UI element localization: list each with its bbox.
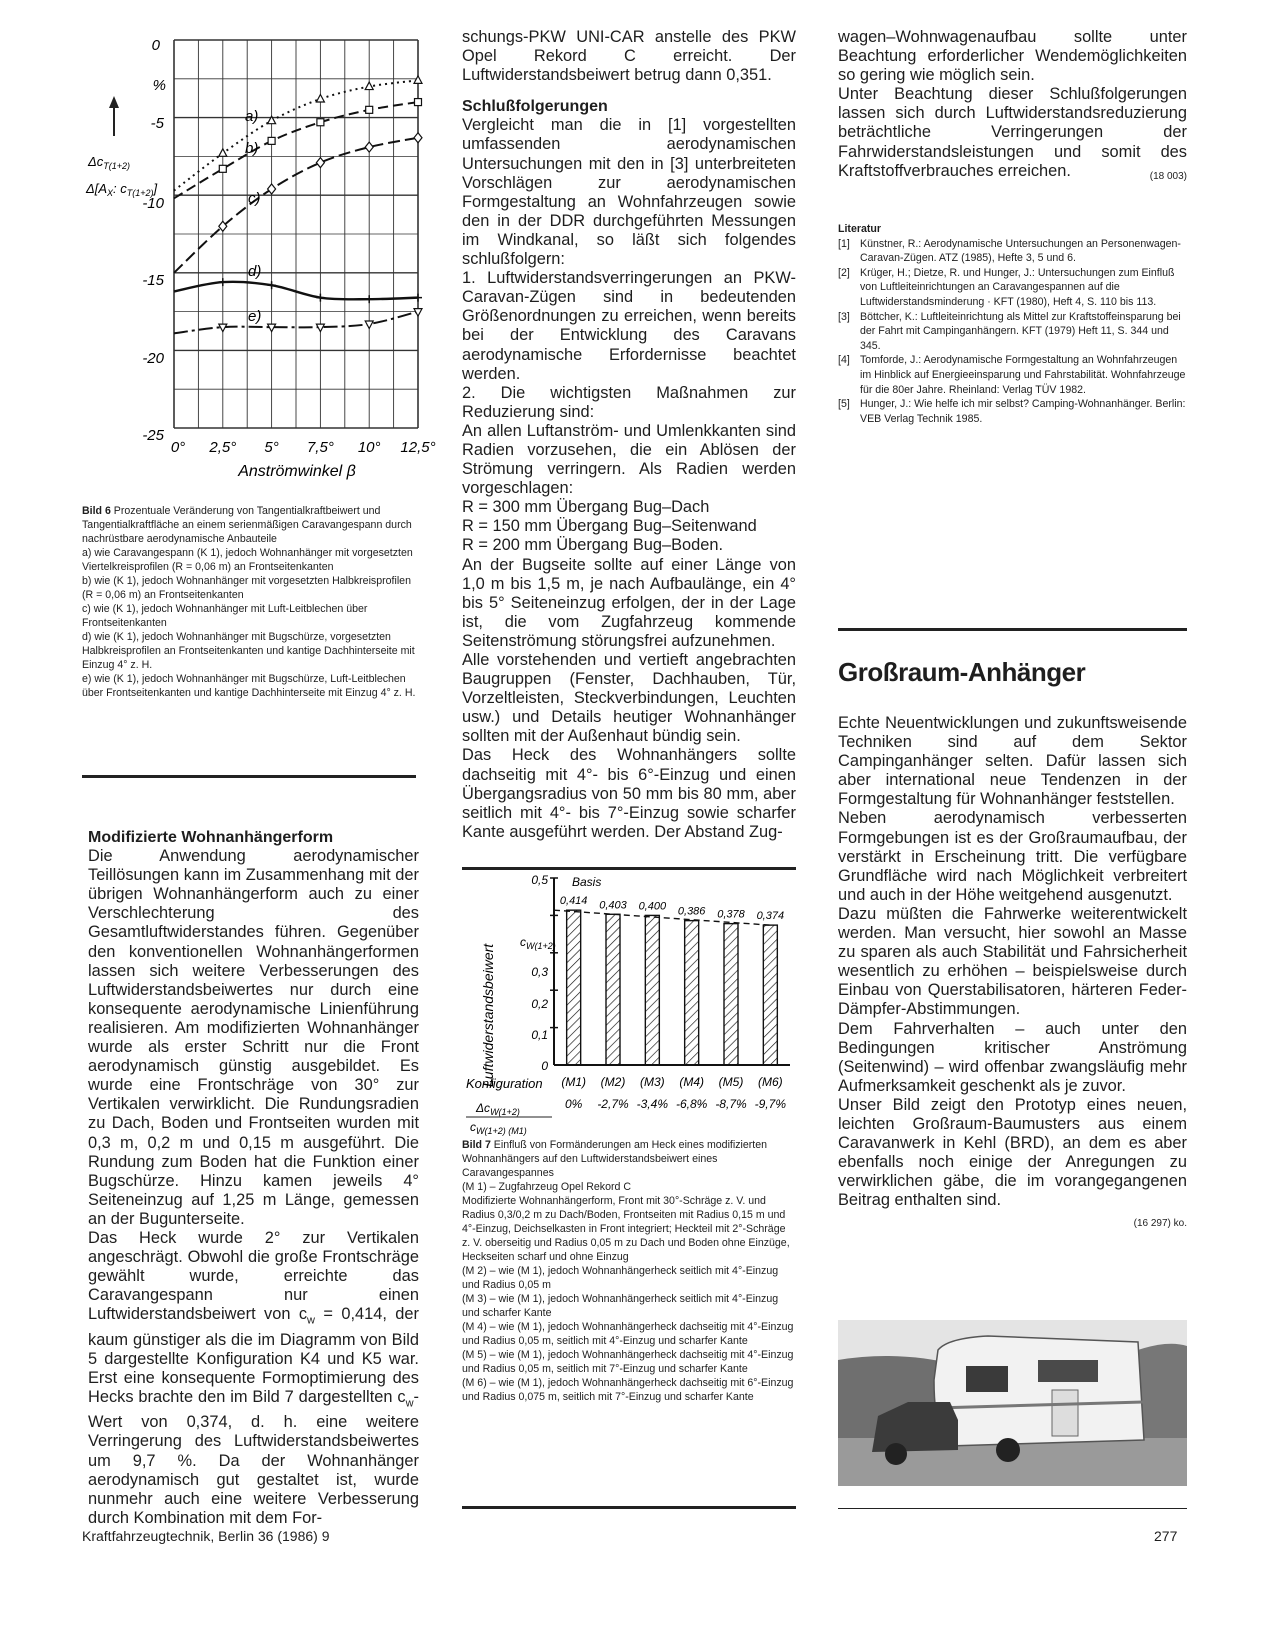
fig6-point [415,99,422,106]
fig7-ytick: 0,3 [531,965,548,979]
fig7-value-label: 0,403 [599,899,627,912]
fig6-xtick: 5° [264,439,279,456]
literature-item [838,266,1187,310]
fig6-ytick: -5 [150,115,164,132]
fig6-point [316,158,324,168]
col1-para: Das Heck wurde 2° zur Vertikalen angeschrägt. Obwohl die große Frontschräge gewählt wurde, erreichte das Caravangespann nur einen Luftwiderstandsbeiwert von $c_w = 0,414$, der kaum günstiger als die im Diagramm von Bild 5 dargestellte Konfiguration K4 und K5 war. Erst eine konsequente Formoptimierung des Hecks brachte den im Bild 7 dargestellten $c_w$-Wert von 0,374, d. h. eine weitere Verringerung des Luftwiderstandsbeiwertes um 9,7 %. Da der Wohnanhänger aerodynamisch gut gestaltet ist, wurde nunmehr auch eine weitere Verbesserung durch Kombination mit dem For- [88,1228,419,1527]
fig7-config-tick: (M1) [561,1075,587,1089]
fig6-point [414,76,422,84]
fig6-chart [82,28,442,503]
fig6-ytick: -10 [142,195,164,212]
col2-para: An der Bugseite sollte auf einer Länge von 1,0 m bis 1,5 m, je nach Aufbaulänge, ein 4° bis 5° Seiteneinzug erfolgen, der in der Lage ist, die vom Zugfahrzeug kommende Seitenströmung störungsfrei aufzunehmen. [462,555,796,650]
fig7-config-tick: (M2) [600,1075,626,1089]
page-number: 277 [1154,1528,1178,1544]
fig6-caption [82,504,416,700]
fig6-xtick: 2,5° [209,439,237,456]
fig7-value-label: 0,414 [559,895,588,908]
fig7-ytick: 0,5 [531,873,548,887]
literature-text: Tomforde, J.: Aerodynamische Formgestaltung an Wohnfahrzeugen im Hinblick auf Energieeinsparung und Fahrstabilität. Wohnfahrzeuge für die 80er Jahre. Rheinland: Verlag TÜV 1982. [860,354,1186,396]
col2-para: An allen Luftanström- und Umlenkkanten sind Radien vorzusehen, die ein Ablösen der Strömung verringern. Als Radien werden vorgeschlagen: [462,421,796,498]
fig7-chart [462,872,798,1137]
fig7-config-tick: (M5) [718,1075,744,1089]
fig6-point [268,137,275,144]
fig6-ylabel-1: $\Delta c_{T(1+2)}$ [88,154,130,171]
literature-number: [5] [838,398,850,411]
fig6-xtick: 12,5° [400,439,436,456]
col3-para: Unter Beachtung dieser Schlußfolgerungen lassen sich durch Luftwiderstandsreduzierung beträchtliche Verringerungen der Fahrwiderstandsleistungen und somit des Kraftstoffverbrauches erreichen. (18 003) [838,85,1187,180]
fig6-curve-label: d) [248,263,262,280]
fig6-curve-label: b) [245,140,259,157]
fig7-ylabel: Luftwiderstandsbeiwert [480,943,496,1087]
col2-heading: Schlußfolgerungen [462,98,608,116]
fig7-caption-intro: Einfluß von Formänderungen am Heck eines modifizierten Wohnanhängers auf den Luftwiderstandsbeiwert eines Caravangespannes [462,1139,768,1179]
fig7-caption-item: (M 1) – Zugfahrzeug Opel Rekord C [462,1181,631,1193]
literature-text: Krüger, H.; Dietze, R. und Hunger, J.: Untersuchungen zum Einfluß von Luftleiteinrichtungen an Caravangespannen auf die Luftwiderstandsminderung · KFT (1980), Heft 4, S. 110 bis 113. [860,266,1175,308]
fig6-point [414,133,422,143]
fig6-point [219,165,226,172]
fig6-curve-label: a) [245,108,259,125]
fig6-point [365,321,373,329]
fig7-config-tick: (M4) [679,1075,705,1089]
col3-para: Unser Bild zeigt den Prototyp eines neuen, leichten Großraum-Baumusters aus einem Caravanwerk in Kehl (BRD), an dem es aber ebenfalls noch einige der Anregungen zu verwirklichen gäbe, die im vorangegangenen Beitrag enthalten sind. [838,1095,1187,1210]
fig6-xlabel: Anströmwinkel β [238,463,356,480]
col3-para: Dem Fahrverhalten – auch unter den Bedingungen kritischer Anströmung (Seitenwind) – wird offenbar zwangsläufig mehr Aufmerksamkeit geschenkt als je zuvor. [838,1019,1187,1095]
fig7-bar [645,915,659,1065]
fig7-ytick: 0,1 [531,1028,548,1042]
fig6-point [365,82,373,90]
fig7-percent-label: -9,7% [754,1097,787,1111]
literature-text: Böttcher, K.: Luftleiteinrichtung als Mittel zur Kraftstoffeinsparung bei der Fahrt mit Campinganhängern. KFT (1979) Heft 11, S. 344 und 345. [860,310,1181,352]
fig7-ratio-num: $\Delta c_{W(1+2)}$ [476,1101,520,1117]
fig6-ytick: -25 [142,427,164,444]
fig7-bar [724,924,738,1065]
fig7-config-tick: (M3) [639,1075,665,1089]
fig6-point [268,184,276,194]
fig7-ytick: 0,2 [531,997,548,1011]
fig7-basis-label: Basis [572,875,602,889]
fig7-bar [763,925,777,1065]
fig6-xtick: 10° [357,439,381,456]
fig7-caption-item: (M 6) – wie (M 1), jedoch Wohnanhängerheck dachseitig mit 6°-Einzug und Radius 0,075 m, seitlich mit 7°-Einzug und scharfer Kante [462,1377,794,1403]
col2-radius: R = 200 mm Übergang Bug–Boden. [462,536,724,555]
fig6-ytick: -15 [142,272,164,289]
literature-text: Hunger, J.: Wie helfe ich mir selbst? Camping-Wohnanhänger. Berlin: VEB Verlag Technik 1985. [860,398,1186,425]
col2-radius: R = 300 mm Übergang Bug–Dach [462,498,710,517]
literature-item [838,237,1187,266]
fig6-caption-title: Bild 6 [82,505,111,517]
col1-para: Die Anwendung aerodynamischer Teillösungen kann im Zusammenhang mit der übrigen Wohnanhängerform auch zu einer Verschlechterung des Gesamtluftwiderstandes führen. Gegenüber den konventionellen Wohnanhängerformen lassen sich weitere Verbesserungen des Luftwiderstandsbeiwertes nur durch eine konsequente aerodynamische Linienführung realisieren. Am modifizierten Wohnanhänger wurde als erster Schritt nur die Front aerodynamisch günstig ausgebildet. Es wurde eine Frontschräge von 30° zur Vertikalen verwirklicht. Die Rundungsradien zu Dach, Boden und Frontseiten wurden mit 0,3 m, 0,2 m und 0,15 m ausgeführt. Die Rundung zum Boden hat die Funktion einer Bugschürze. Hinzu kamen jeweils 4° Seiteneinzug auf 1,25 m Länge, gemessen an der Bugunterseite. [88,847,419,1228]
fig7-bar [685,921,699,1065]
fig6-ytick: -20 [142,350,164,367]
fig6-caption-item: e) wie (K 1), jedoch Wohnanhänger mit Bugschürze, Luft-Leitblechen über Frontseitenkanten und kantige Dachhinterseite mit Einzug 4° z. H. [82,673,416,699]
fig7-config-label: Konfiguration [466,1076,543,1091]
fig7-caption-item: (M 2) – wie (M 1), jedoch Wohnanhängerheck seitlich mit 4°-Einzug und Radius 0,05 m [462,1265,779,1291]
col2-para: Vergleicht man die in [1] vorgestellten umfassenden aerodynamischen Untersuchungen mit den in [3] unterbreiteten Vorschlägen zur aerodynamischen Formgestaltung an Wohnfahrzeugen sowie den in der DDR durchgeführten Messungen im Windkanal, so läßt sich folgendes schlußfolgern: [462,116,796,269]
fig6-xtick: 7,5° [306,439,334,456]
article-title: Großraum-Anhänger [838,657,1086,687]
fig7-percent-label: -2,7% [597,1097,629,1111]
divider [462,1506,796,1509]
fig6-xtick: 0° [170,439,186,456]
divider [462,867,796,870]
col2-text [462,28,796,842]
fig7-bar [606,914,620,1065]
fig6-point [219,149,227,157]
fig7-value-label: 0,378 [717,908,745,921]
literature-number: [4] [838,354,850,367]
fig7-percent-label: -8,7% [715,1097,747,1111]
col1-text [88,828,419,1528]
fig6-point [366,106,373,113]
fig6-caption-item: d) wie (K 1), jedoch Wohnanhänger mit Bugschürze, vorgesetzten Halbkreisprofilen an Frontseitenkanten und kantige Dachhinterseite mit Einzug 4° z. H. [82,631,415,671]
col3-top-text [838,28,1187,186]
fig7-value-label: 0,400 [638,900,667,913]
col3-ref: (16 297) ko. [1133,1218,1187,1230]
fig6-ytick: 0 [151,37,160,54]
fig7-caption-item: (M 4) – wie (M 1), jedoch Wohnanhängerheck dachseitig mit 4°-Einzug und Radius 0,05 m, seitlich mit 4°-Einzug und scharfer Kante [462,1321,794,1347]
fig6-curve-label: c) [248,190,261,207]
footer-journal: Kraftfahrzeugtechnik, Berlin 36 (1986) 9 [82,1528,330,1544]
divider [838,1508,1187,1509]
fig6-caption-item: c) wie (K 1), jedoch Wohnanhänger mit Luft-Leitblechen über Frontseitenkanten [82,603,368,629]
literature-heading: Literatur [838,223,881,235]
fig6-point [317,119,324,126]
fig7-caption-item: (M 5) – wie (M 1), jedoch Wohnanhängerheck dachseitig mit 4°-Einzug und Radius 0,05 m, seitlich mit 7°-Einzug und scharfer Kante [462,1349,794,1375]
literature-item [838,310,1187,354]
fig6-curve-label: e) [248,308,262,325]
fig7-value-label: 0,374 [756,910,785,923]
fig6-caption-item: a) wie Caravangespann (K 1), jedoch Wohnanhänger mit vorgesetzten Viertelkreisprofilen (R = 0,06 m) an Frontseitenkanten [82,547,413,573]
col3-para: wagen–Wohnwagenaufbau sollte unter Beachtung erforderlicher Wendemöglichkeiten so gering wie möglich sein. [838,28,1187,85]
fig7-config-tick: (M6) [757,1075,783,1089]
fig7-caption [462,1138,796,1404]
fig6-point [365,142,373,152]
col3-para: Echte Neuentwicklungen und zukunftsweisende Techniken sind auf dem Sektor Campinganhänger selten. Dafür lassen sich aber international neue Tendenzen in der Formgestaltung für Wohnanhänger feststellen. [838,714,1187,809]
col2-radius: R = 150 mm Übergang Bug–Seitenwand [462,517,757,536]
fig6-ytick: % [152,77,166,94]
col3-para: Dazu müßten die Fahrwerke weiterentwickelt werden. Man versucht, hier sowohl an Masse zu sparen als auch Stabilität und Fahrsicherheit wesentlich zu erhöhen – beispielsweise durch Einbau von Querstabilisatoren, härteren Feder-Dämpfer-Abstimmungen. [838,904,1187,1019]
fig7-caption-title: Bild 7 [462,1139,491,1151]
literature [838,222,1187,426]
col3-ref: (18 003) [1149,170,1187,182]
col3-text [838,714,1187,1234]
fig7-cw-label: $c_{W(1+2)}$ [520,935,556,951]
fig7-ytick: 0 [541,1059,548,1073]
fig7-bar [567,910,581,1065]
divider [82,775,416,778]
col2-para: 1. Luftwiderstandsverringerungen an PKW-Caravan-Zügen sind in bedeutenden Größenordnungen zu erreichen, wenn bereits bei der Entwicklung des Caravans aerodynamische Erfordernisse beachtet werden. [462,269,796,383]
col2-para: Alle vorstehenden und vertieft angebrachten Baugruppen (Fenster, Dachhauben, Tür, Vorzeltleisten, Steckverbindungen, Leuchten usw.) und Details heutiger Wohnanhänger sollten mit der Außenhaut bündig sein. [462,651,796,746]
col2-para: 2. Die wichtigsten Maßnahmen zur Reduzierung sind: [462,383,796,421]
col3-para: Neben aerodynamisch verbesserten Formgebungen ist es der Großraumaufbau, der verstärkt in Erscheinung tritt. Die verfügbare Grundfläche wird nach Möglichkeit verbreitert und auch in der Höhe weitgehend ausgenutzt. [838,809,1187,904]
col2-para: Das Heck des Wohnanhängers sollte dachseitig mit 4°- bis 6°-Einzug und einen Übergangsradius von 50 mm bis 80 mm, aber seitlich mit 4°- bis 7°-Einzug sowie scharfer Kante ausgeführt werden. Der Abstand Zug- [462,746,796,841]
divider [838,628,1187,631]
fig7-caption-item: Modifizierte Wohnanhängerform, Front mit 30°-Schräge z. V. und Radius 0,3/0,2 m zu Dach/Boden, Frontseiten mit Radius 0,15 m und 4°-Einzug, Deichselkasten in Front integriert; Heckteil mit 2°-Schräge z. V. oberseitig und Radius 0,05 m zu Dach und Boden ohne Einzüge, Heckseiten scharf und ohne Einzug [462,1195,790,1263]
literature-item [838,353,1187,397]
col2-intro: schungs-PKW UNI-CAR anstelle des PKW Opel Rekord C erreicht. Der Luftwiderstandsbeiwert betrug dann 0,351. [462,28,796,85]
fig7-percent-label: 0% [564,1097,583,1111]
fig7-percent-label: -3,4% [636,1097,669,1111]
literature-text: Künstner, R.: Aerodynamische Untersuchungen an Personenwagen-Caravan-Zügen. ATZ (1985), Hefte 3, 5 und 6. [860,237,1181,265]
col1-heading: Modifizierte Wohnanhängerform [88,829,334,846]
literature-number: [3] [838,310,850,323]
literature-number: [2] [838,266,850,279]
fig6-caption-intro: Prozentuale Veränderung von Tangentialkraftbeiwert und Tangentialkraftfläche an einem serienmäßigen Caravangespann durch nachrüstbare aerodynamische Anbauteile [82,505,412,545]
fig7-caption-item: (M 3) – wie (M 1), jedoch Wohnanhängerheck seitlich mit 4°-Einzug und scharfer Kante [462,1293,779,1319]
fig6-caption-item: b) wie (K 1), jedoch Wohnanhänger mit vorgesetzten Halbkreisprofilen (R = 0,06 m) an Frontseitenkanten [82,575,411,601]
fig6-ylabel-2: $\Delta[A_X$: $c_{T(1+2)}$] [86,181,158,198]
literature-item [838,397,1187,426]
fig7-ratio-den: $c_{W(1+2) (M1)}$ [470,1120,527,1136]
caravan-photo [838,1320,1187,1486]
fig7-value-label: 0,386 [677,905,706,918]
fig6-point [316,94,324,102]
fig7-percent-label: -6,8% [675,1097,708,1111]
literature-number: [1] [838,237,850,250]
